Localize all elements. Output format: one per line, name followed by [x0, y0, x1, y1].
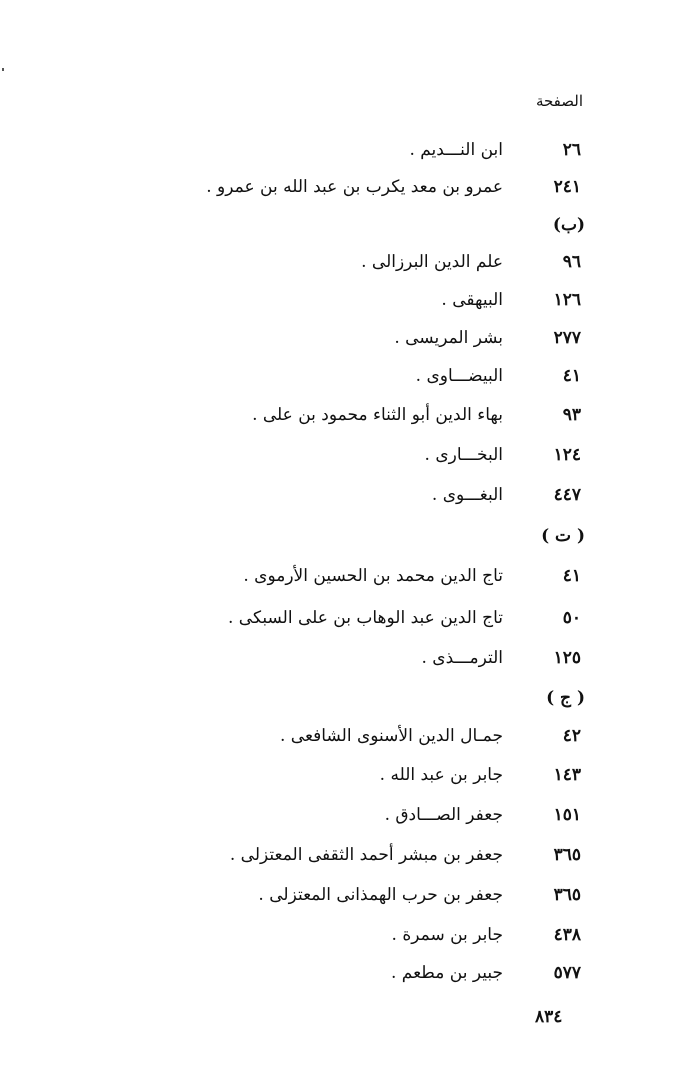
- page-column-header: الصفحة: [535, 92, 583, 110]
- entry-page-number: ١٢٥: [553, 648, 581, 668]
- section-heading: (ب): [552, 215, 585, 235]
- entry-page-number: ١٥١: [553, 805, 581, 825]
- entry-page-number: ٤٣٨: [553, 925, 581, 945]
- entry-page-number: ٩٣: [562, 405, 581, 425]
- index-entry: [0, 920, 675, 950]
- entry-page-number: ٩٦: [562, 252, 581, 272]
- entry-page-number: ٥٠: [562, 608, 581, 628]
- entry-page-number: ٢٧٧: [553, 328, 581, 348]
- section-heading: ( ج ): [546, 688, 585, 708]
- entry-page-number: ٣٦٥: [553, 885, 581, 905]
- index-entry: [0, 285, 675, 315]
- index-entry: [0, 247, 675, 277]
- index-entry: [0, 323, 675, 353]
- entry-page-number: ٢٤١: [553, 177, 581, 197]
- entry-page-number: ٤١: [562, 566, 581, 586]
- index-entry: [0, 880, 675, 910]
- entry-name: البيهقى .: [441, 290, 503, 310]
- index-entry: [0, 958, 675, 988]
- index-entry: [0, 800, 675, 830]
- entry-name: عمرو بن معد يكرب بن عبد الله بن عمرو .: [206, 177, 503, 197]
- entry-name: البغـــوى .: [431, 485, 503, 505]
- entry-name: البخـــارى .: [424, 445, 503, 465]
- entry-name: جبير بن مطعم .: [390, 963, 503, 983]
- entry-name: الترمـــذى .: [421, 648, 503, 668]
- entry-page-number: ٣٦٥: [553, 845, 581, 865]
- section-heading: ( ت ): [541, 526, 585, 546]
- index-entry: [0, 561, 675, 591]
- entry-name: جعفر بن مبشر أحمد الثقفى المعتزلى .: [229, 845, 503, 865]
- entry-name: بشر المريسى .: [394, 328, 503, 348]
- entry-name: جابر بن سمرة .: [391, 925, 503, 945]
- entry-page-number: ٤١: [562, 366, 581, 386]
- index-entry: [0, 840, 675, 870]
- entry-name: جعفر الصـــادق .: [384, 805, 503, 825]
- index-entry: [0, 135, 675, 165]
- folio-number: ٨٣٤: [535, 1007, 563, 1027]
- entry-name: ابن النـــديم .: [409, 140, 503, 160]
- entry-page-number: ١٤٣: [553, 765, 581, 785]
- entry-name: جابر بن عبد الله .: [379, 765, 503, 785]
- index-entry: [0, 400, 675, 430]
- entry-name: البيضـــاوى .: [415, 366, 503, 386]
- entry-name: جعفر بن حرب الهمذانى المعتزلى .: [258, 885, 503, 905]
- entry-name: جمـال الدين الأسنوى الشافعى .: [280, 726, 503, 746]
- index-entry: [0, 603, 675, 633]
- entry-name: تاج الدين محمد بن الحسين الأرموى .: [243, 566, 503, 586]
- index-entry: [0, 172, 675, 202]
- scan-speck: [2, 68, 4, 71]
- entry-page-number: ٢٦: [562, 140, 581, 160]
- entry-name: بهاء الدين أبو الثناء محمود بن على .: [252, 405, 503, 425]
- entry-page-number: ٤٤٧: [553, 485, 581, 505]
- index-entry: [0, 721, 675, 751]
- entry-name: علم الدين البرزالى .: [361, 252, 503, 272]
- entry-name: تاج الدين عبد الوهاب بن على السبكى .: [227, 608, 503, 628]
- entry-page-number: ٥٧٧: [553, 963, 581, 983]
- entry-page-number: ١٢٤: [553, 445, 581, 465]
- entry-page-number: ٤٢: [562, 726, 581, 746]
- index-entry: [0, 361, 675, 391]
- index-entry: [0, 760, 675, 790]
- index-entry: [0, 440, 675, 470]
- index-entry: [0, 643, 675, 673]
- entry-page-number: ١٢٦: [553, 290, 581, 310]
- index-entry: [0, 480, 675, 510]
